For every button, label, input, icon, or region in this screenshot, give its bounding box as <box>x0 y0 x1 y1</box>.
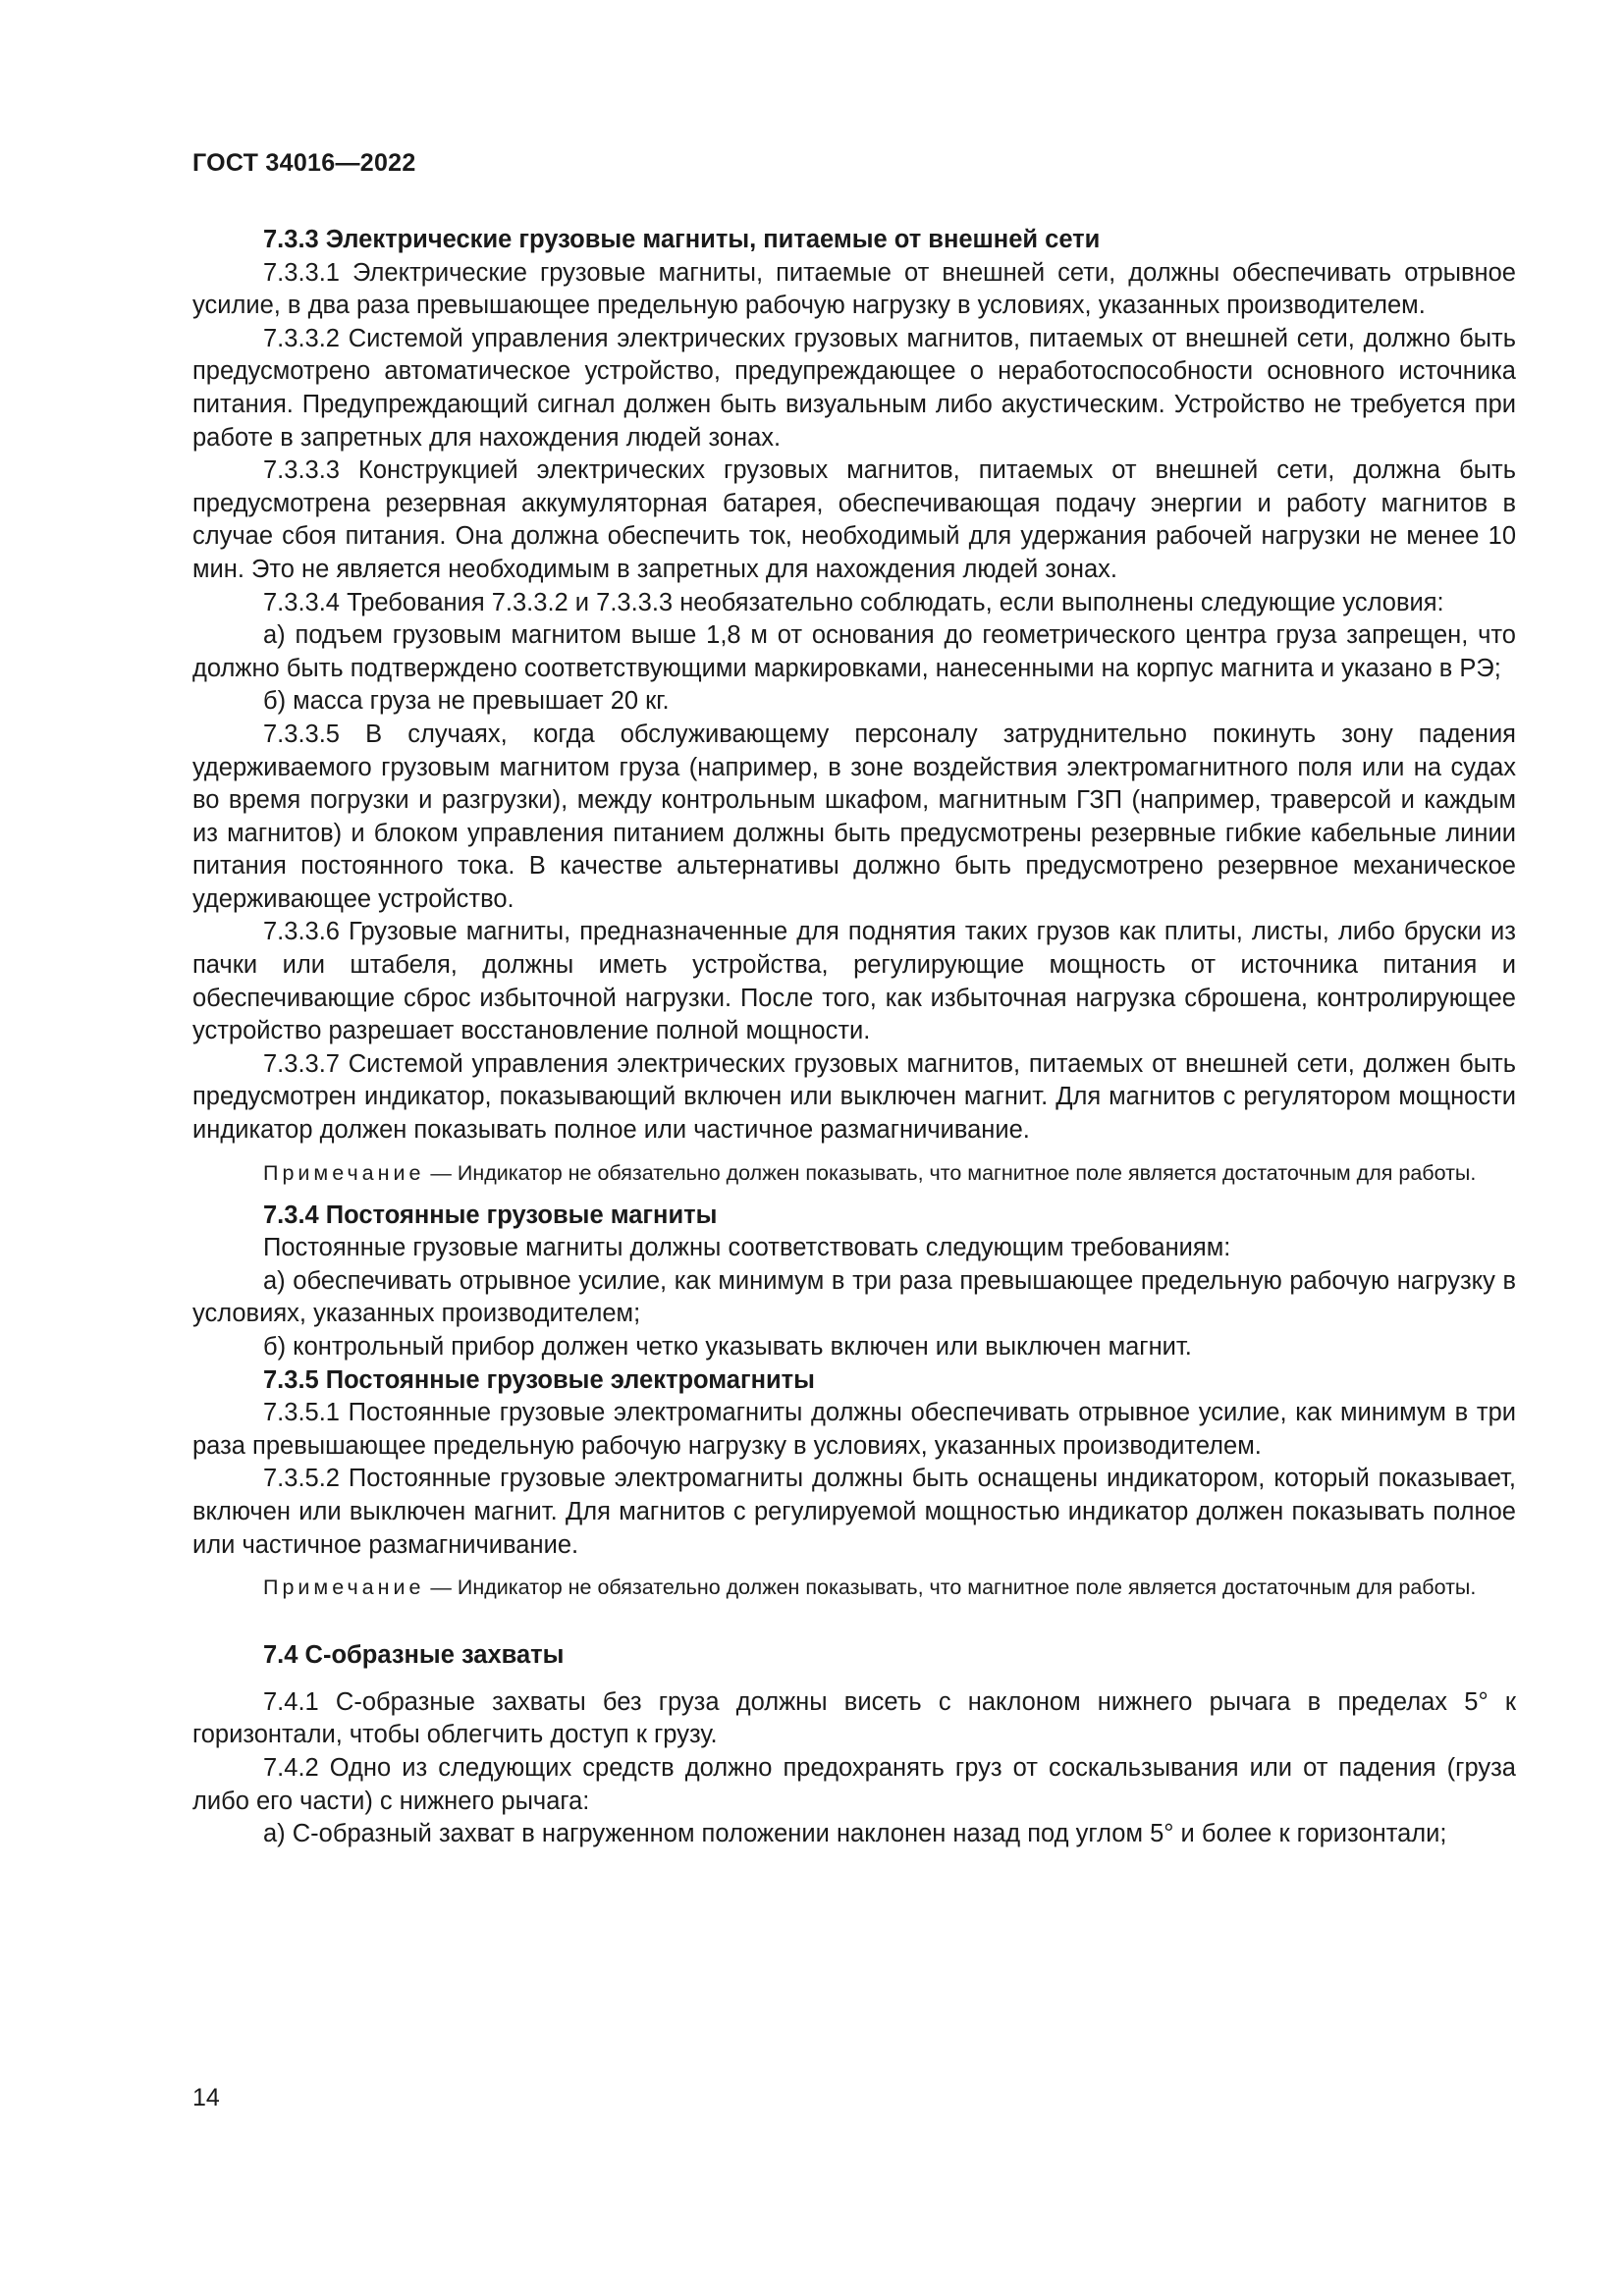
list-item: а) С-образный захват в нагруженном положении наклонен назад под углом 5° и более к горизонтали; <box>263 1820 1447 1848</box>
note-text: — Индикатор не обязательно должен показывать, что магнитное поле является достаточным для работы. <box>424 1160 1477 1185</box>
page-number: 14 <box>192 2084 220 2111</box>
section-heading: 7.3.5 Постоянные грузовые электромагниты <box>263 1365 815 1394</box>
note <box>192 1574 1516 1602</box>
note-label: Примечание <box>263 1160 425 1185</box>
section-heading: 7.3.4 Постоянные грузовые магниты <box>263 1201 718 1229</box>
note <box>192 1159 1516 1188</box>
note-text: — Индикатор не обязательно должен показывать, что магнитное поле является достаточным для работы. <box>424 1575 1477 1600</box>
list-item: а) подъем грузовым магнитом выше 1,8 м от основания до геометрического центра груза запрещен, что должно быть подтверждено соответствующими маркировками, нанесенными на корпус магнита и указано в РЭ; <box>192 621 1516 682</box>
paragraph: 7.3.3.1 Электрические грузовые магниты, питаемые от внешней сети, должны обеспечивать отрывное усилие, в два раза превышающее предельную рабочую нагрузку в условиях, указанных производителем. <box>192 258 1516 320</box>
list-item: б) контрольный прибор должен четко указывать включен или выключен магнит. <box>263 1333 1192 1361</box>
paragraph: 7.3.3.3 Конструкцией электрических грузовых магнитов, питаемых от внешней сети, должна быть предусмотрена резервная аккумуляторная батарея, обеспечивающая подачу энергии и работу магнитов в случае сбоя питания. Она должна обеспечить ток, необходимый для удержания рабочей нагрузки не менее 10 мин. Это не является необходимым в запретных для нахождения людей зонах. <box>192 456 1516 583</box>
list-item: б) масса груза не превышает 20 кг. <box>263 687 670 716</box>
paragraph: 7.3.3.2 Системой управления электрических грузовых магнитов, питаемых от внешней сети, должно быть предусмотрено автоматическое устройство, предупреждающее о неработоспособности основного источника питания. Предупреждающий сигнал должен быть визуальным либо акустическим. Устройство не требуется при работе в запретных для нахождения людей зонах. <box>192 324 1516 452</box>
document-body <box>192 224 1516 1851</box>
document-header: ГОСТ 34016—2022 <box>192 149 416 177</box>
paragraph: 7.3.3.4 Требования 7.3.3.2 и 7.3.3.3 необязательно соблюдать, если выполнены следующие условия: <box>263 588 1444 616</box>
section-heading: 7.3.3 Электрические грузовые магниты, питаемые от внешней сети <box>263 226 1101 253</box>
paragraph: 7.4.2 Одно из следующих средств должно предохранять груз от соскальзывания или от падения (груза либо его части) с нижнего рычага: <box>192 1753 1516 1815</box>
note-label: Примечание <box>263 1575 425 1600</box>
section-heading: 7.4 С-образные захваты <box>263 1641 565 1670</box>
paragraph: 7.3.3.7 Системой управления электрических грузовых магнитов, питаемых от внешней сети, должен быть предусмотрен индикатор, показывающий включен или выключен магнит. Для магнитов с регулятором мощности индикатор должен показывать полное или частичное размагничивание. <box>192 1049 1516 1145</box>
paragraph: 7.3.3.5 В случаях, когда обслуживающему персоналу затруднительно покинуть зону падения удерживаемого грузовым магнитом груза (например, в зоне воздействия электромагнитного поля или на судах во время погрузки и разгрузки), между контрольным шкафом, магнитным ГЗП (например, траверсой и каждым из магнитов) и блоком управления питанием должны быть предусмотрены резервные гибкие кабельные линии питания постоянного тока. В качестве альтернативы должно быть предусмотрено резервное механическое удерживающее устройство. <box>192 720 1516 913</box>
paragraph: 7.3.5.1 Постоянные грузовые электромагниты должны обеспечивать отрывное усилие, как минимум в три раза превышающее предельную рабочую нагрузку в условиях, указанных производителем. <box>192 1399 1516 1460</box>
paragraph: 7.3.3.6 Грузовые магниты, предназначенные для поднятия таких грузов как плиты, листы, либо бруски из пачки или штабеля, должны иметь устройства, регулирующие мощность от источника питания и обеспечивающие сброс избыточной нагрузки. После того, как избыточная нагрузка сброшена, контролирующее устройство разрешает восстановление полной мощности. <box>192 918 1516 1045</box>
list-item: а) обеспечивать отрывное усилие, как минимум в три раза превышающее предельную рабочую нагрузку в условиях, указанных производителем; <box>192 1266 1516 1328</box>
paragraph: 7.3.5.2 Постоянные грузовые электромагниты должны быть оснащены индикатором, который показывает, включен или выключен магнит. Для магнитов с регулируемой мощностью индикатор должен показывать полное или частичное размагничивание. <box>192 1465 1516 1559</box>
paragraph: Постоянные грузовые магниты должны соответствовать следующим требованиям: <box>263 1234 1231 1262</box>
paragraph: 7.4.1 С-образные захваты без груза должны висеть с наклоном нижнего рычага в пределах 5° к горизонтали, чтобы облегчить доступ к грузу. <box>192 1687 1516 1749</box>
